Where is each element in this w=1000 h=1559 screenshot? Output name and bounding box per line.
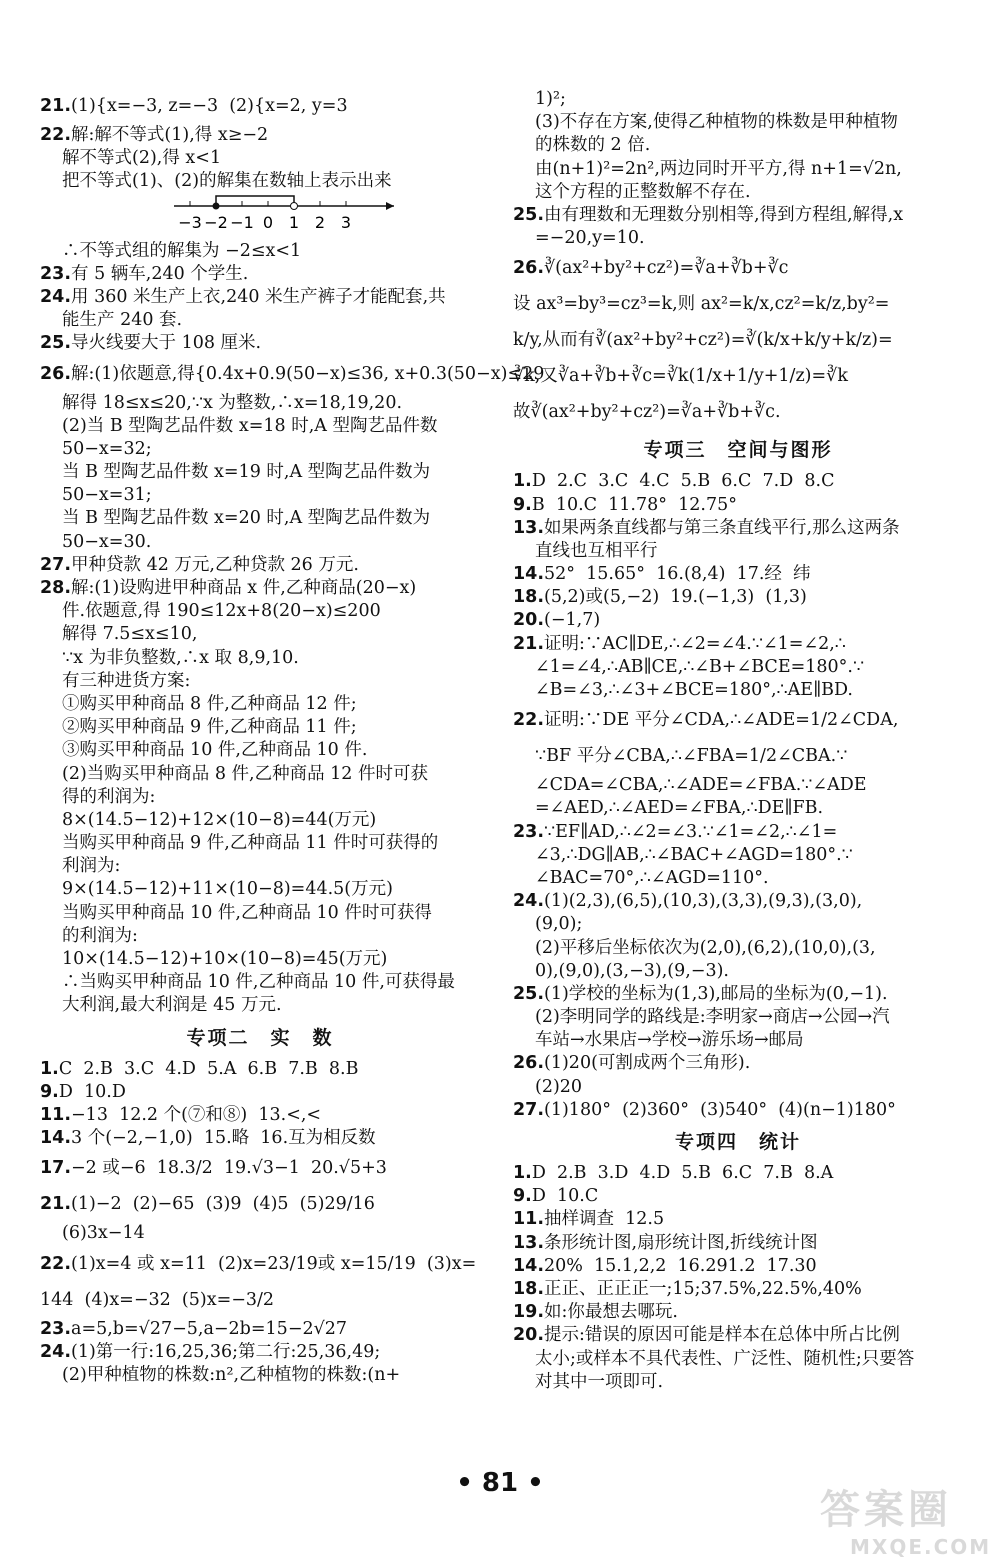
- answer-line: [513, 1371, 963, 1394]
- answer-line: [40, 507, 480, 530]
- answer-line: [513, 797, 963, 820]
- answer-text: 车站→水果店→学校→游乐场→邮局: [535, 1030, 804, 1051]
- answer-line: [40, 1364, 480, 1387]
- answer-text: 如果两条直线都与第三条直线平行,那么这两条: [544, 517, 900, 538]
- number-line-arrow: [386, 202, 394, 210]
- answer-line: [40, 855, 480, 878]
- question-number: 25.: [513, 983, 545, 1004]
- number-line-label: 1: [288, 212, 300, 232]
- answer-text: 当购买甲种商品 10 件,乙种商品 10 件时可获得: [62, 902, 432, 923]
- answer-line: [40, 786, 480, 809]
- answer-line: [40, 461, 480, 484]
- question-number: 13.: [513, 1232, 545, 1253]
- answer-line: [513, 286, 963, 322]
- section-heading: [40, 1018, 480, 1058]
- answer-text: (1)−2 (2)−65 (3)9 (4)5 (5)29/16: [71, 1194, 375, 1215]
- answer-text: 对其中一项即可.: [535, 1371, 664, 1392]
- number-line-label: 2: [314, 212, 326, 232]
- answer-text: 解不等式(2),得 x<1: [62, 148, 222, 169]
- answer-text: (1)学校的坐标为(1,3),邮局的坐标为(0,−1).: [544, 983, 888, 1004]
- answer-text: 把不等式(1)、(2)的解集在数轴上表示出来: [62, 171, 392, 192]
- answer-line: [513, 1185, 963, 1208]
- question-number: 14.: [513, 564, 545, 585]
- answer-text: D 2.C 3.C 4.C 5.B 6.C 7.D 8.C: [531, 471, 835, 492]
- answer-text: 20% 15.1,2,2 16.291.2 17.30: [544, 1255, 817, 1276]
- answer-text: ∛(ax²+by²+cz²)=∛a+∛b+∛c: [544, 258, 789, 279]
- right-answer-column: [513, 88, 963, 1394]
- answer-text: ∵EF∥AD,∴∠2=∠3.∵∠1=∠2,∴∠1=: [544, 821, 838, 842]
- answer-line: [40, 1127, 480, 1150]
- answer-line: [40, 925, 480, 948]
- number-line-label: 0: [262, 212, 274, 232]
- answer-text: 0),(9,0),(3,−3),(9,−3).: [535, 960, 729, 981]
- answer-line: [40, 124, 480, 147]
- answer-text: 当 B 型陶艺品件数 x=19 时,A 型陶艺品件数为: [62, 462, 431, 483]
- question-number: 11.: [40, 1104, 72, 1125]
- question-number: 28.: [40, 578, 72, 598]
- answer-text: 证明:∵DE 平分∠CDA,∴∠ADE=1/2∠CDA,: [544, 710, 899, 731]
- answer-text: ∠3,∴DG∥AB,∴∠BAC+∠AGD=180°.∵: [535, 844, 853, 865]
- answer-line: [513, 134, 963, 157]
- answer-text: 解:解不等式(1),得 x≥−2: [71, 125, 269, 145]
- question-number: 25.: [513, 204, 545, 225]
- answer-line: [513, 1208, 963, 1231]
- answer-line: [40, 1282, 480, 1318]
- solution-interval: [216, 196, 294, 206]
- watermark-logo: [820, 1478, 992, 1559]
- question-number: 22.: [40, 1253, 72, 1274]
- answer-text: ∵BF 平分∠CBA,∴∠FBA=1/2∠CBA.∵: [535, 746, 848, 767]
- answer-text: 9×(14.5−12)+11×(10−8)=44.5(万元): [62, 879, 393, 900]
- answer-line: [40, 332, 480, 355]
- answer-line: [513, 1278, 963, 1301]
- answer-line: [40, 1341, 480, 1364]
- number-line-label: 3: [340, 212, 352, 232]
- answer-line: [513, 1076, 963, 1099]
- answer-text: 专项二 实 数: [186, 1026, 334, 1049]
- answer-line: [40, 693, 480, 716]
- answer-line: [513, 679, 963, 702]
- answer-line: [513, 633, 963, 656]
- answer-text: 144 (4)x=−32 (5)x=−3/2: [40, 1289, 275, 1310]
- answer-line: [513, 158, 963, 181]
- answer-line: [40, 438, 480, 461]
- answer-line: [40, 763, 480, 786]
- answer-text: (5,2)或(5,−2) 19.(−1,3) (1,3): [544, 587, 807, 608]
- question-number: 14.: [40, 1128, 72, 1149]
- answer-text: 正正、正正正一;15;37.5%,22.5%,40%: [544, 1278, 862, 1299]
- answer-text: (6)3x−14: [62, 1223, 145, 1244]
- number-line-label: −2: [204, 212, 228, 232]
- answer-text: 用 360 米生产上衣,240 米生产裤子才能配套,共: [71, 286, 446, 307]
- answer-text: 设 ax³=by³=cz³=k,则 ax²=k/x,cz²=k/z,by²=: [513, 294, 890, 315]
- answer-text: (1)(2,3),(6,5),(10,3),(3,3),(9,3),(3,0),: [544, 891, 863, 912]
- question-number: 27.: [513, 1099, 545, 1120]
- answer-line: [513, 1255, 963, 1278]
- answer-line: [513, 586, 963, 609]
- answer-line: [40, 263, 480, 286]
- question-number: 9.: [513, 494, 532, 515]
- question-number: 26.: [513, 258, 545, 279]
- answer-text: ∠B=∠3,∴∠3+∠BCE=180°,∴AE∥BD.: [535, 680, 853, 700]
- answer-line: [513, 774, 963, 797]
- answer-text: 太小;或样本不具代表性、广泛性、随机性;只要答: [535, 1348, 915, 1369]
- answer-text: 能生产 240 套.: [62, 310, 183, 331]
- answer-text: (1){x=−3, z=−3 (2){x=2, y=3: [71, 96, 348, 116]
- page-number: • 81 •: [456, 1468, 544, 1498]
- answer-text: 8×(14.5−12)+12×(10−8)=44(万元): [62, 809, 377, 830]
- answer-text: ∠1=∠4,∴AB∥CE,∴∠B+∠BCE=180°.∵: [535, 656, 865, 677]
- answer-line: [40, 392, 480, 415]
- answer-line: [40, 647, 480, 670]
- number-line-label: −1: [230, 212, 254, 232]
- answer-line: [513, 358, 963, 394]
- answer-text: (1)20(可割成两个三角形).: [544, 1053, 751, 1074]
- answer-line: [513, 1324, 963, 1347]
- answer-text: D 10.C: [531, 1186, 599, 1207]
- question-number: 24.: [40, 1341, 72, 1362]
- question-number: 26.: [40, 363, 72, 384]
- answer-text: ∠CDA=∠CBA,∴∠ADE=∠FBA.∵∠ADE: [535, 775, 867, 796]
- question-number: 22.: [513, 710, 545, 731]
- answer-line: [513, 394, 963, 430]
- answer-line: [40, 1318, 480, 1341]
- answer-line: [513, 609, 963, 632]
- answer-text: 条形统计图,扇形统计图,折线统计图: [544, 1232, 818, 1253]
- question-number: 25.: [40, 333, 72, 354]
- answer-text: 解得 7.5≤x≤10,: [62, 624, 198, 645]
- answer-line: [40, 484, 480, 507]
- question-number: 18.: [513, 1278, 545, 1299]
- answer-text: −2 或−6 18.3/2 19.√3−1 20.√5+3: [71, 1158, 387, 1179]
- answer-text: (2)当购买甲种商品 8 件,乙种商品 12 件时可获: [62, 763, 429, 784]
- answer-line: [40, 170, 480, 193]
- answer-text: (3)不存在方案,使得乙种植物的株数是甲种植物: [535, 112, 898, 133]
- answer-text: ∴不等式组的解集为 −2≤x<1: [62, 240, 302, 261]
- answer-line: [513, 1162, 963, 1185]
- answer-text: 当购买甲种商品 9 件,乙种商品 11 件时可获得的: [62, 833, 439, 854]
- number-line-label: −3: [178, 212, 202, 232]
- answer-line: [40, 1186, 480, 1222]
- answer-text: 如:你最想去哪玩.: [544, 1302, 678, 1323]
- answer-line: [40, 309, 480, 332]
- question-number: 11.: [513, 1209, 545, 1230]
- answer-text: 大利润,最大利润是 45 万元.: [62, 995, 282, 1016]
- answer-text: 导火线要大于 108 厘米.: [71, 333, 262, 354]
- question-number: 9.: [513, 1186, 532, 1207]
- answer-text: (1)第一行:16,25,36;第二行:25,36,49;: [71, 1341, 381, 1362]
- answer-text: ∵x 为非负整数,∴x 取 8,9,10.: [62, 647, 299, 668]
- question-number: 20.: [513, 610, 545, 631]
- answer-text: ∴当购买甲种商品 10 件,乙种商品 10 件,可获得最: [62, 972, 455, 993]
- answer-line: [513, 738, 963, 774]
- answer-line: [513, 517, 963, 540]
- answer-line: [40, 1058, 480, 1081]
- answer-text: 甲种贷款 42 万元,乙种贷款 26 万元.: [71, 554, 359, 575]
- answer-text: =∠AED,∴∠AED=∠FBA,∴DE∥FB.: [535, 798, 824, 819]
- answer-text: 有 5 辆车,240 个学生.: [71, 263, 249, 284]
- answer-line: [40, 240, 480, 263]
- answer-text: 50−x=32;: [62, 438, 152, 459]
- answer-line: [513, 867, 963, 890]
- open-endpoint: [291, 202, 298, 209]
- answer-line: [513, 540, 963, 563]
- answer-line: [40, 739, 480, 762]
- answer-text: 得的利润为:: [62, 786, 156, 807]
- answer-text: 10×(14.5−12)+10×(10−8)=45(万元): [62, 949, 388, 969]
- question-number: 9.: [40, 1081, 59, 1102]
- answer-line: [513, 1052, 963, 1075]
- answer-text: 这个方程的正整数解不存在.: [535, 181, 751, 202]
- answer-line: [513, 470, 963, 493]
- answer-line: [40, 878, 480, 901]
- answer-line: [513, 1348, 963, 1371]
- question-number: 21.: [40, 1194, 72, 1215]
- answer-line: [40, 1222, 480, 1245]
- question-number: 24.: [40, 286, 72, 307]
- question-number: 19.: [513, 1302, 545, 1323]
- answer-text: 利润为:: [62, 856, 121, 877]
- question-number: 13.: [513, 517, 545, 538]
- answer-line: [513, 656, 963, 679]
- question-number: 21.: [513, 633, 545, 654]
- answer-line: [513, 937, 963, 960]
- answer-text: ①购买甲种商品 8 件,乙种商品 12 件;: [62, 693, 357, 714]
- answer-text: a=5,b=√27−5,a−2b=15−2√27: [71, 1318, 348, 1339]
- answer-text: 有三种进货方案:: [62, 670, 191, 691]
- answer-line: [40, 670, 480, 693]
- answer-line: [513, 250, 963, 286]
- answer-text: k/y,从而有∛(ax²+by²+cz²)=∛(k/x+k/y+k/z)=: [513, 330, 893, 351]
- answer-line: [513, 563, 963, 586]
- answer-text: (1)180° (2)360° (3)540° (4)(n−1)180°: [544, 1099, 896, 1120]
- answer-line: [513, 983, 963, 1006]
- answer-line: [513, 1099, 963, 1122]
- answer-text: =−20,y=10.: [535, 228, 645, 249]
- answer-line: [40, 623, 480, 646]
- watermark-url: MXQE.COM: [850, 1535, 992, 1559]
- answer-line: [513, 890, 963, 913]
- answer-text: D 2.B 3.D 4.D 5.B 6.C 7.B 8.A: [531, 1163, 834, 1183]
- question-number: 24.: [513, 891, 545, 912]
- answer-line: [513, 322, 963, 358]
- answer-line: [40, 286, 480, 309]
- answer-text: 3 个(−2,−1,0) 15.略 16.互为相反数: [71, 1128, 376, 1149]
- answer-line: [513, 111, 963, 134]
- answer-line: [40, 832, 480, 855]
- answer-text: 解:(1)依题意,得{0.4x+0.9(50−x)≤36, x+0.3(50−x)≤29: [71, 363, 545, 384]
- answer-line: [40, 716, 480, 739]
- section-heading: [513, 430, 963, 470]
- question-number: 14.: [513, 1255, 545, 1276]
- answer-text: (2)李明同学的路线是:李明家→商店→公园→汽: [535, 1007, 890, 1028]
- answer-line: [513, 960, 963, 983]
- answer-text: 50−x=31;: [62, 485, 152, 506]
- answer-text: ③购买甲种商品 10 件,乙种商品 10 件.: [62, 740, 368, 761]
- question-number: 27.: [40, 554, 72, 575]
- answer-text: (2)当 B 型陶艺品件数 x=18 时,A 型陶艺品件数: [62, 415, 438, 436]
- answer-text: (2)20: [535, 1076, 583, 1097]
- answer-line: [513, 494, 963, 517]
- answer-text: (2)平移后坐标依次为(2,0),(6,2),(10,0),(3,: [535, 937, 876, 958]
- answer-line: [40, 1081, 480, 1104]
- answer-line: [513, 1006, 963, 1029]
- answer-text: 由有理数和无理数分别相等,得到方程组,解得,x: [544, 204, 904, 225]
- answer-line: [513, 227, 963, 250]
- answer-line: [40, 994, 480, 1017]
- answer-line: [513, 1029, 963, 1052]
- answer-text: 的利润为:: [62, 925, 138, 946]
- section-heading: [513, 1122, 963, 1162]
- answer-text: 证明:∵AC∥DE,∴∠2=∠4.∵∠1=∠2,∴: [544, 633, 846, 654]
- answer-text: (2)甲种植物的株数:n²,乙种植物的株数:(n+: [62, 1364, 401, 1385]
- answer-text: B 10.C 11.78° 12.75°: [531, 494, 737, 515]
- answer-line: [513, 1232, 963, 1255]
- answer-line: [40, 948, 480, 971]
- answer-text: 52° 15.65° 16.(8,4) 17.经 纬: [544, 564, 811, 585]
- answer-line: [40, 809, 480, 832]
- answer-line: [513, 913, 963, 936]
- question-number: 23.: [513, 821, 545, 842]
- answer-line: [513, 1301, 963, 1324]
- closed-endpoint: [213, 202, 220, 209]
- answer-line: [513, 821, 963, 844]
- answer-text: 提示:错误的原因可能是样本在总体中所占比例: [544, 1325, 900, 1346]
- answer-line: [513, 702, 963, 738]
- answer-line: [40, 971, 480, 994]
- question-number: 17.: [40, 1158, 72, 1179]
- watermark-text: 答案圈: [820, 1487, 952, 1533]
- answer-line: [40, 147, 480, 170]
- answer-text: D 10.D: [58, 1081, 126, 1102]
- answer-text: 抽样调查 12.5: [544, 1209, 665, 1230]
- question-number: 22.: [40, 125, 72, 145]
- answer-text: 当 B 型陶艺品件数 x=20 时,A 型陶艺品件数为: [62, 508, 431, 529]
- answer-text: ∠BAC=70°,∴∠AGD=110°.: [535, 867, 769, 888]
- answer-text: C 2.B 3.C 4.D 5.A 6.B 7.B 8.B: [58, 1058, 359, 1079]
- answer-line: [513, 88, 963, 111]
- question-number: 1.: [513, 471, 532, 492]
- left-answer-column: [40, 88, 545, 1387]
- answer-text: (−1,7): [544, 610, 601, 631]
- answer-line: [40, 356, 545, 392]
- answer-text: 直线也互相平行: [535, 540, 658, 561]
- answer-text: ②购买甲种商品 9 件,乙种商品 11 件;: [62, 717, 357, 738]
- answer-text: 的株数的 2 倍.: [535, 135, 651, 156]
- answer-text: 专项三 空间与图形: [643, 439, 833, 462]
- answer-text: ∛k,又∛a+∛b+∛c=∛k(1/x+1/y+1/z)=∛k: [513, 366, 848, 387]
- answer-line: [40, 1150, 480, 1186]
- answer-line: [40, 902, 480, 925]
- question-number: 1.: [40, 1058, 59, 1079]
- answer-line: [40, 577, 480, 600]
- number-line-diagram: [40, 194, 480, 240]
- answer-text: 1)²;: [535, 89, 566, 109]
- answer-text: 50−x=30.: [62, 531, 152, 552]
- answer-line: [40, 415, 480, 438]
- answer-text: 解得 18≤x≤20,∵x 为整数,∴x=18,19,20.: [62, 392, 403, 413]
- answer-line: [513, 844, 963, 867]
- answer-line: [40, 531, 480, 554]
- answer-text: (1)x=4 或 x=11 (2)x=23/19或 x=15/19 (3)x=: [71, 1253, 477, 1274]
- question-number: 20.: [513, 1325, 545, 1346]
- question-number: 1.: [513, 1163, 532, 1183]
- number-line-svg: [170, 194, 400, 240]
- answer-text: 故∛(ax²+by²+cz²)=∛a+∛b+∛c.: [513, 402, 781, 423]
- question-number: 26.: [513, 1053, 545, 1074]
- answer-line: [40, 1246, 480, 1282]
- question-number: 23.: [40, 1318, 72, 1339]
- question-number: 21.: [40, 96, 72, 116]
- question-number: 23.: [40, 263, 72, 284]
- answer-line: [40, 554, 480, 577]
- answer-line: [40, 600, 480, 623]
- answer-line: [513, 204, 963, 227]
- answer-text: 专项四 统计: [674, 1131, 801, 1153]
- question-number: 18.: [513, 587, 545, 608]
- answer-text: 解:(1)设购进甲种商品 x 件,乙种商品(20−x): [71, 578, 417, 598]
- answer-text: (9,0);: [535, 914, 583, 935]
- answer-line: [40, 1104, 480, 1127]
- answer-line: [40, 88, 480, 124]
- answer-line: [513, 181, 963, 204]
- answer-text: 由(n+1)²=2n²,两边同时开平方,得 n+1=√2n,: [535, 158, 902, 179]
- answer-text: −13 12.2 个(⑦和⑧) 13.<,<: [71, 1104, 322, 1125]
- answer-text: 件.依题意,得 190≤12x+8(20−x)≤200: [62, 601, 381, 622]
